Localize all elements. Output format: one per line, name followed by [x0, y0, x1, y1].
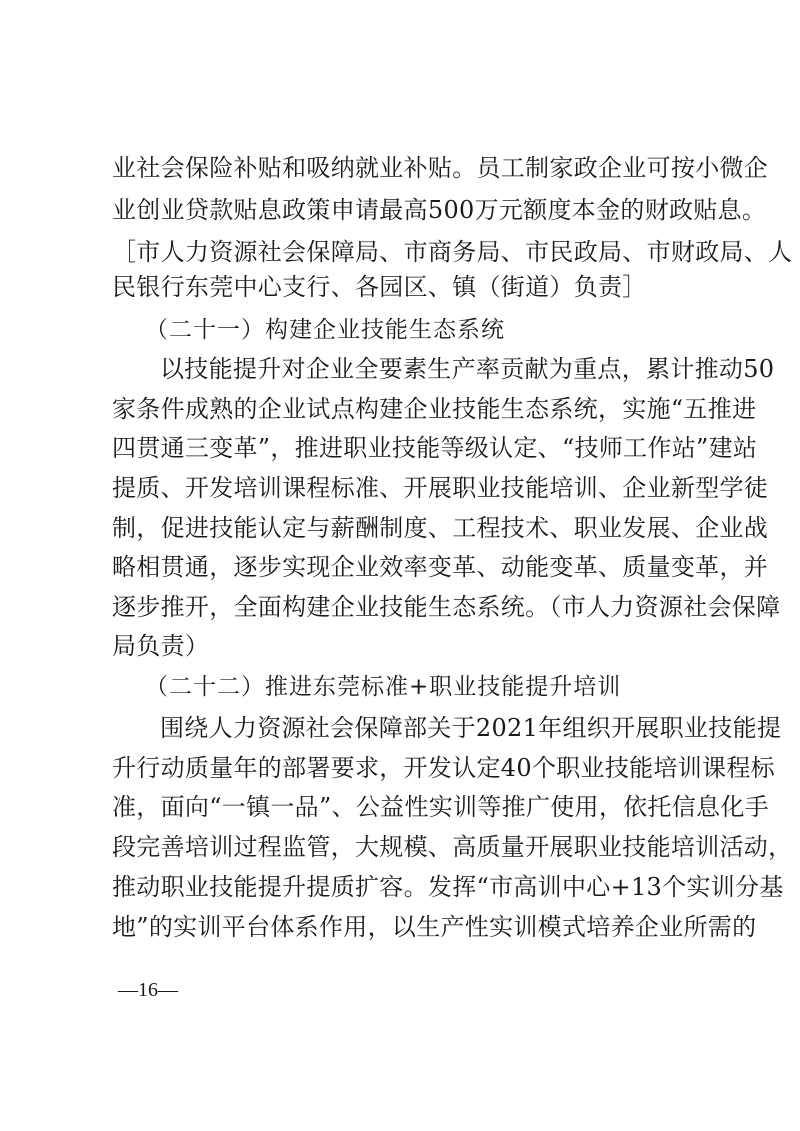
text-line: 推动职业技能提升提质扩容。发挥“市高训中心+13个实训分基 — [112, 873, 784, 901]
text-line: 逐步推开，全面构建企业技能生态系统。（市人力资源社会保障 — [112, 593, 781, 621]
text-line: 准，面向“一镇一品”、公益性实训等推广使用，依托信息化手 — [112, 793, 769, 821]
text-line: 家条件成熟的企业试点构建企业技能生态系统，实施“五推进 — [112, 395, 757, 423]
text-line: 提质、开发培训课程标准、开展职业技能培训、企业新型学徒 — [112, 474, 769, 502]
text-line: 四贯通三变革”，推进职业技能等级认定、“技师工作站”建站 — [112, 434, 758, 462]
text-line: 局负责） — [112, 632, 210, 660]
text-line: 升行动质量年的部署要求，开发认定40个职业技能培训课程标 — [112, 754, 775, 782]
section-heading-22: （二十二）推进东莞标准+职业技能提升培训 — [145, 674, 622, 700]
text-line: 段完善培训过程监管，大规模、高质量开展职业技能培训活动， — [112, 833, 793, 861]
text-line: 业社会保险补贴和吸纳就业补贴。员工制家政企业可按小微企 — [112, 154, 769, 182]
text-line: 业创业贷款贴息政策申请最高500万元额度本金的财政贴息。 — [112, 196, 767, 224]
text-line: 略相贯通，逐步实现企业效率变革、动能变革、质量变革，并 — [112, 553, 769, 581]
text-line: 制，促进技能认定与薪酬制度、工程技术、职业发展、企业战 — [112, 514, 769, 542]
text-line: 地”的实训平台体系作用，以生产性实训模式培养企业所需的 — [112, 913, 757, 941]
page-number: —16— — [118, 979, 178, 1001]
text-line: 以技能提升对企业全要素生产率贡献为重点，累计推动50 — [160, 355, 775, 383]
section-heading-21: （二十一）构建企业技能生态系统 — [145, 317, 505, 343]
text-line: ［市人力资源社会保障局、市商务局、市民政局、市财政局、人 — [112, 238, 793, 266]
text-line: 民银行东莞中心支行、各园区、镇（街道）负责］ — [112, 273, 647, 301]
text-line: 围绕人力资源社会保障部关于2021年组织开展职业技能提 — [160, 714, 782, 742]
